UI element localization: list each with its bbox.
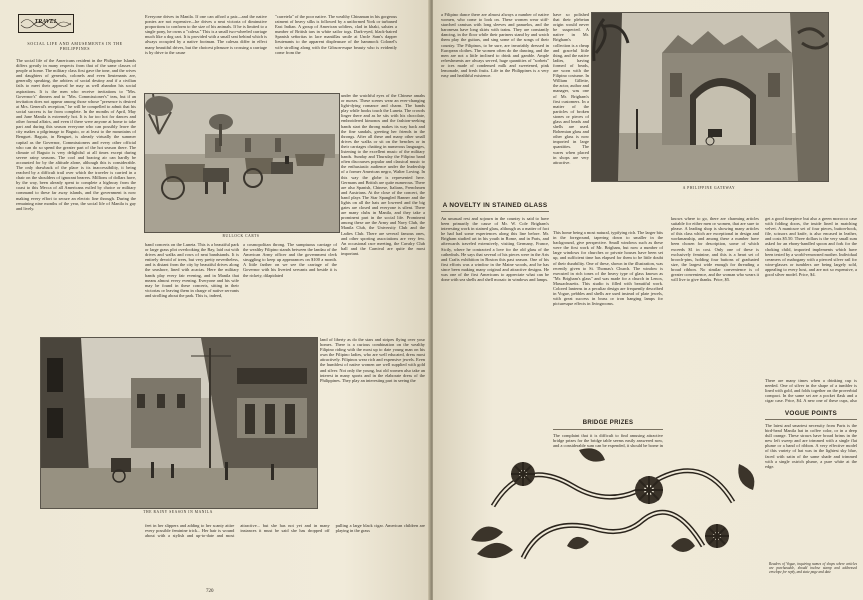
section-title: SOCIAL LIFE AND AMUSEMENTS IN THE PHILIPPINES <box>27 41 123 52</box>
article-col-2-text: This home being a most natural, typifying rich. The larger bits in the foreground, tapering down to smaller in the background, give perspective. Small windows such as these were the first work of Mr. Brigham, but now a number of large windows for churches or private houses have been set up, and sufficient time has elapsed for them to be little doubt of their durability. One of these, shown in the illustration, was recently given to St. Thomas's Church. The window is executed in rich tones of the heavy type of glass known as "Mr. Brigham's glass" and was made for a church in Lenox, Massachusetts. This studio is filled with beautiful work. Colored lanterns in a peculiar design are frequently described in Vogue, pebbles and shells are used instead of plate jewels, with great success in brass or iron hanging lamps for picturesque effects in livingrooms. <box>553 230 663 307</box>
vogue-points-text: The latest and smartest necessity from Paris is the bird-head Manila hat in coffee color, or in a deep dull orange. These straws have broad brims in the new left sweep and are trimmed with a single flat plume or a band of ribbon. A very effective model of this variety of hat was in the lightest sky blue, faced with satin of the same shade and trimmed with a single ostrich plume, a pure white at the edge. <box>765 423 857 469</box>
bridge-prizes-rule <box>553 429 663 430</box>
right-col-2-text: have so polished that their plebeian origin would never be suspected. A native in Mr. Brigham's collection is a cheap and graceful little thing, and the native ladies, having formed of beads, are worn with the Filipino costume. In William Gillette, the actor, author and manager, was one of Mr. Brigham's first customers. In a matter of the particles of broken stones or pieces of glass and beads and shells are used. Bohemian glass and other glass is now imported in large quantities. The wares when placed in shops are very attractive. <box>553 12 589 165</box>
stained-glass-ornament <box>463 446 763 566</box>
rainy-season-photo <box>40 337 318 509</box>
ornament-note: Readers of Vogue, inquiring names of shops where articles are purchasable, should inclose stamp and addressed envelope for reply, and state page and date <box>769 562 857 575</box>
page-number: 720 <box>206 589 214 594</box>
right-col-1-text: a Filipino dance there are almost always a number of native women, who come to look on. These women wear stiff-starched camisas with long sleeves and panuelos, and the baronesas have long skirts with trains. They are constantly dancing, in the floor while their partners stand by and watch them play the guitars, and sing some of the songs of their country. The Filipinos, to be sure, are invariably dressed in European clothes. The women often do the dancing, and the men are not a little inclined to drink and gamble. Ample refreshments are always served, huge quantities of "sorbets" or ices made of condensed milk and sweetened, pink lemonade, and fresh fruits. Life in the Philippines is a very easy and healthful existence. <box>441 12 549 79</box>
left-col-3-text: "carretela" of the poor native. The wealthy Chinaman in his gorgeous raiment of heavy silks is followed by a uniformed York or turbaned East Indian. A group of American soldiers, clad in khaki, salutes a number of British tars in white sailor togs. Dark-eyed, black-haired Spanish señoritas in lace mantillas smile at Uncle Sam's dapper lieutenants to the apparent displeasure of the hammock Colonel's wife strolling along with the Gibson-esque beauty who is evidently come from the <box>275 14 397 55</box>
article-title: A NOVELTY IN STAINED GLASS <box>442 202 548 209</box>
left-col-5-text: band concerts on the Luneta. This is a beautiful park or large grass plot overlooking the Bay, laid out with drives and walks and rows of neat bandstands. It is entirely devoid of trees, but very pretty nevertheless, and is distant from the city by beautiful drives along the seashore, lined with acacias. Here the military bands play every fair evening, and in Manila that means almost every evening. Everyone and his wife may be found in these concerts, sitting in their victorias or leaving them in charge of native servants and strolling about the park. This is, indeed, <box>145 242 239 298</box>
left-col-6-text: a cosmopolitan throng. The sumptuous carriage of the wealthy Filipino stands between the landau of the American Army officer and the government clerk struggling to keep up appearances on $100 a month. A little farther on we see the carriage of the Governor with his liveried servants and beside it is the rickety, dilapidated <box>243 242 337 278</box>
left-col-4-text: under the watchful eyes of the Chinese amahs or nurses. These scenes wear an ever-changing light-dying romance and charm. The bands play while hooks touch the Luneta. The crowds linger there and as he sits with his chocolate, embroidered kimonos and the fashion-seeking bands start the throng makes its way back and the fine sandals, greeting her friends in the throngs. After all these and many other small drives the walks or sit on the benches or in their carriages chatting in numerous languages, listening to the excellent music of the military bands. Sunday and Thursday the Filipino band often discourses popular and classical music to the enthusiastic audience under the leadership of a former American negro, Walter Loving. In this way the globe is represented here. Germans and British are quite numerous. There are also Spanish, Chinese, Italians, Frenchmen and Austrians. At the close of the concert, the band plays The Star Spangled Banner and the lights on all the hats are lowered and the big gates are closed and everyone is silent. There are many clubs in Manila, and they take a prominent part in the social life. Prominent among these are the Army and Navy Club, the Manila Club, the University Club and the Ladies Club. There are several famous ones, and other sporting associations are very few. An occasional race meeting, the Cavalry Club ball and the Carnival are quite the most important. <box>341 93 425 256</box>
vogue-points-rule <box>765 419 857 420</box>
article-col-4-text: get a good timepiece but also a green morocco case with folding doors, the inside lined in matching velvet. A manicure set of four pieces, button-hook, file, scissors and knife, is also encased in leather, and costs $5.50. Three dollars is the very small sum asked for an ebony-handled spoon and fork for the choking child, imported implements which have been tested by a world-renowned mother. Individual creamers of mahogany with a pierced silver rail for wine-glasses or tumblers are being largely sold, appealing to every host, and are not so expensive, a good silver model. Price, $4. <box>765 216 857 278</box>
right-page <box>433 0 863 600</box>
left-col-1-text: The social life of the Americans resident in the Philippine Islands differs greatly in many respects from that of the same classes of people at home. The military class first gave the tone, and the wives and daughters of generals, colonels and even lieutenants are, generally speaking, the arbiters of social destiny and if a civilian fails to meet their approval he may as well abandon his social aspirations. It is the men who receive invitations to "Mrs. Governor's" dinners and to "Mrs. Commissioner's" teas, but if an invitation does not appear among those whose "presence is desired at Mrs. General's reception," he will be compelled to admit that his social success is far from complete. In the months of April, May and June Manila is extremely hot. It is far too hot for dances and other formal affairs, and even if there were anyone at home to take part and during this season everyone who can possibly leave the city makes a pilgrimage to Baguio, or at least to the mountains of Benguet. Baguio, in Benguet, is already virtually the summer capital as the Governor, Commissioners and every other official who can do so spend the greater part of the hot season there. The climate of Baguio is very delightful at all times except during severe rainy seasons. The cool and bracing air can hardly be accounted for by the altitude alone, although this is considerable. The only drawback of the place is its inaccessibility, it being reached by a difficult trail over which the traveler is carried in a chair on the shoulders of ignorant bearers. Millions of dollars have, by the way, been already spent to complete a highway from the coast to this Mecca of all Americans exiled by choice or military command to these far away islands, and the government is now making every effort to secure an electric line through. During the remaining nine months of the year, the social life of Manila is gay and lively. <box>16 58 136 211</box>
travel-badge-label: TRAVEL <box>34 19 58 25</box>
article-title-rule <box>441 211 549 212</box>
left-col-2-text: Everyone drives in Manila. If one can afford a pair—and the native ponies are not expensive—he drives a neat victoria of diminutive proportions to conform to the size of his animals. If he is limited to a single pony, he owns a "calesa." This is a small two-wheeled carriage much like a dog cart. It is provided with a small seat behind which is always occupied by a native footman. The calesas differ in effect many beautiful drives, but the choicest pleasure is crossing a carriage is by drive to the cause <box>145 14 267 55</box>
bridge-prizes-text: The complaint that it is difficult to find amusing attractive bridge prizes for the bridge table seems easily answered now, and a considerable sum can be expended, it should be borne in <box>553 433 663 449</box>
rainy-season-caption: THE RAINY SEASON IN MANILA <box>143 510 213 514</box>
article-col-1-text: An unusual rest and sojourn in the country is said to have been primarily the cause of Mr. W. Cole Brigham's interesting work in stained glass, although as a matter of fact he had had some experiences along this line before. Mr. Brigham studied art in his youth in Rome, and in Paris, and afterwards traveled extensively, visiting Germany, France, Sicily, where he contracted a love for the old glass of the cathedrals. He says that several of his pieces were in the Arts and Crafts exhibition in Boston this past season. One of his first efforts was a window in the Maine woods, and he has since been making many original and attractive designs. He was one of the first Americans to appreciate what can be done with sea shells and shell mosaic in windows and lamps. <box>441 216 549 283</box>
travel-badge <box>18 14 74 33</box>
article-col-3-text: knows where to go, there are charming articles suitable for either men or women, that are sure to please. A leading shop is showing many articles of this class which are exceptional in design and workmanship, and among these a number have been chosen for description, some of which exceeds $1 in cost. Only one of these is exclusively feminine, and this is a heart set of brooch-pins, holding four buttons of graduated size, the largest wide enough for threading a broad ribbon. No similar convenience is of greater convenience, and the woman who wears it will live to give thanks. Price, $5. <box>671 216 759 283</box>
philippine-gateway-photo <box>591 12 829 182</box>
left-col-8-text: feet in her slippers and adding to her scanty attire every possible feminine trick... Her hair is wound about with a stylish and up-to-date and most attractive... but she has not yet and in many instances it must be said she has dropped off pulling a large black cigar. American children are playing in the grass <box>145 523 425 539</box>
bullock-carts-caption: BULLOCK CARTS <box>222 234 260 238</box>
article-col-5-text: There are many times when a drinking cup is needed. One of silver in the shape of a tumbler is lined with gold, and folds together on the proverbial compact. In the same set are a pocket flask and a cigar case. Price, $4. A new one of these cups, also <box>765 378 857 404</box>
gateway-caption: A PHILIPPINE GATEWAY <box>682 186 736 190</box>
left-page <box>0 0 430 600</box>
bridge-prizes-title: BRIDGE PRIZES <box>582 420 634 426</box>
left-col-7-text: land of liberty as do the stars and stripes flying over your homes. There is a curious combination on the wealthy Filipino riding with the most up to date young man on his own the Filipino ladies, who are well educated, dress most attractively. Filipinos wear rich and expensive jewels. Even the humblest of native women are well supplied with gold and silver. Not only the young, but old women also take an interest in many sports and in the elaborate dress of the Philippines. They play an interesting part in seeing the <box>320 337 425 383</box>
ornament-illustration <box>463 446 763 566</box>
bullock-carts-photo <box>144 93 340 233</box>
vogue-points-title: VOGUE POINTS <box>784 410 838 417</box>
